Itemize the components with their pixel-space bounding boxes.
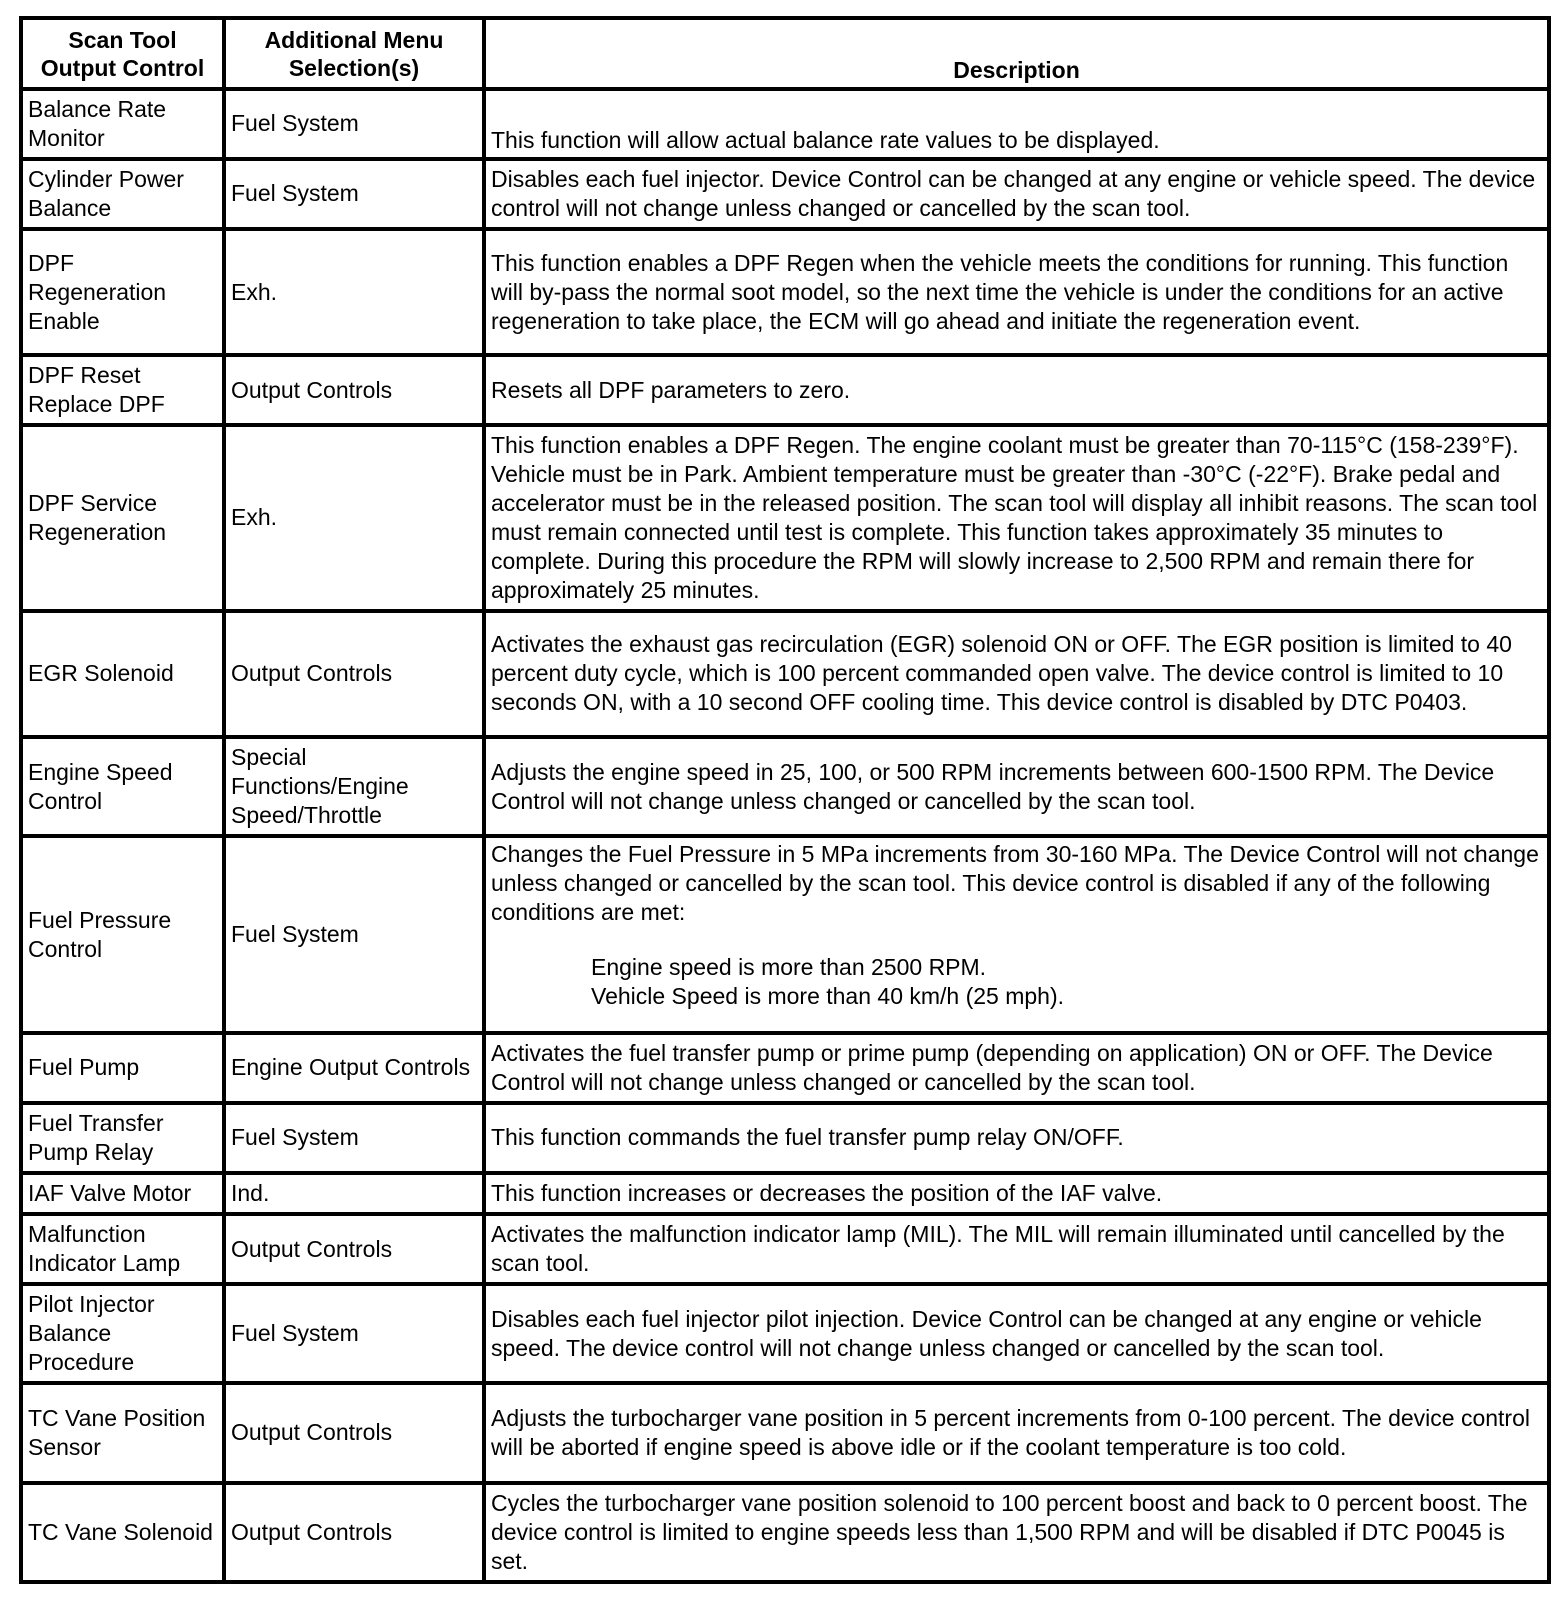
table-row xyxy=(21,159,1549,229)
menu-cell: Output Controls xyxy=(224,1214,484,1284)
menu-cell: Fuel System xyxy=(224,1103,484,1173)
menu-cell: Fuel System xyxy=(224,836,484,1033)
description-cell: This function enables a DPF Regen when the vehicle meets the conditions for running. This function will by-pass the normal soot model, so the next time the vehicle is under the conditions for an active regeneration to take place, the ECM will go ahead and initiate the regeneration event. xyxy=(484,229,1549,356)
header-additional-menu-selections: Additional Menu Selection(s) xyxy=(224,18,484,89)
control-cell: Fuel Pump xyxy=(21,1033,224,1103)
description-cell: This function increases or decreases the position of the IAF valve. xyxy=(484,1173,1549,1215)
description-cell: Disables each fuel injector pilot injection. Device Control can be changed at any engine or vehicle speed. The device control will not change unless changed or cancelled by the scan tool. xyxy=(484,1284,1549,1383)
control-cell: Fuel Transfer Pump Relay xyxy=(21,1103,224,1173)
control-cell: Pilot Injector Balance Procedure xyxy=(21,1284,224,1383)
menu-cell: Fuel System xyxy=(224,89,484,159)
control-cell: DPF Reset Replace DPF xyxy=(21,355,224,425)
menu-cell: Output Controls xyxy=(224,1383,484,1482)
description-cell: Cycles the turbocharger vane position solenoid to 100 percent boost and back to 0 percent boost. The device control is limited to engine speeds less than 1,500 RPM and will be disabled if DTC P0045 is set. xyxy=(484,1483,1549,1582)
description-text: Changes the Fuel Pressure in 5 MPa increments from 30-160 MPa. The Device Control will not change unless changed or cancelled by the scan tool. This device control is disabled if any of the following conditions are met: xyxy=(491,841,1539,926)
description-cell: Resets all DPF parameters to zero. xyxy=(484,355,1549,425)
menu-cell: Special Functions/Engine Speed/Throttle xyxy=(224,737,484,836)
table-row xyxy=(21,89,1549,159)
description-cell: This function will allow actual balance rate values to be displayed. xyxy=(484,89,1549,159)
table-row xyxy=(21,1214,1549,1284)
header-scan-tool-output-control: Scan Tool Output Control xyxy=(21,18,224,89)
menu-cell: Exh. xyxy=(224,425,484,610)
table-row xyxy=(21,611,1549,738)
table-row xyxy=(21,1483,1549,1582)
header-description: Description xyxy=(484,18,1549,89)
description-cell xyxy=(484,836,1549,1033)
control-cell: TC Vane Solenoid xyxy=(21,1483,224,1582)
description-cell: This function commands the fuel transfer pump relay ON/OFF. xyxy=(484,1103,1549,1173)
description-cell: Adjusts the turbocharger vane position in 5 percent increments from 0-100 percent. The device control will be aborted if engine speed is above idle or if the coolant temperature is too cold. xyxy=(484,1383,1549,1482)
table-header-row xyxy=(21,18,1549,89)
control-cell: EGR Solenoid xyxy=(21,611,224,738)
description-cell: Activates the exhaust gas recirculation (EGR) solenoid ON or OFF. The EGR position is limited to 40 percent duty cycle, which is 100 percent commanded open valve. The device control is limited to 10 seconds ON, with a 10 second OFF cooling time. This device control is disabled by DTC P0403. xyxy=(484,611,1549,738)
output-controls-table xyxy=(19,16,1551,1584)
table-row xyxy=(21,1173,1549,1215)
description-cell: Activates the malfunction indicator lamp (MIL). The MIL will remain illuminated until cancelled by the scan tool. xyxy=(484,1214,1549,1284)
control-cell: Malfunction Indicator Lamp xyxy=(21,1214,224,1284)
table-row xyxy=(21,737,1549,836)
conditions-list xyxy=(491,953,1542,1011)
table-row xyxy=(21,836,1549,1033)
condition-item: Vehicle Speed is more than 40 km/h (25 mph). xyxy=(591,983,1065,1010)
description-cell: Adjusts the engine speed in 25, 100, or 500 RPM increments between 600-1500 RPM. The Device Control will not change unless changed or cancelled by the scan tool. xyxy=(484,737,1549,836)
control-cell: Cylinder Power Balance xyxy=(21,159,224,229)
table-row xyxy=(21,1284,1549,1383)
menu-cell: Engine Output Controls xyxy=(224,1033,484,1103)
control-cell: DPF Service Regeneration xyxy=(21,425,224,610)
description-cell: Disables each fuel injector. Device Control can be changed at any engine or vehicle speed. The device control will not change unless changed or cancelled by the scan tool. xyxy=(484,159,1549,229)
menu-cell: Fuel System xyxy=(224,1284,484,1383)
control-cell: Fuel Pressure Control xyxy=(21,836,224,1033)
table-row xyxy=(21,425,1549,610)
table-row xyxy=(21,1103,1549,1173)
description-cell: Activates the fuel transfer pump or prime pump (depending on application) ON or OFF. The Device Control will not change unless changed or cancelled by the scan tool. xyxy=(484,1033,1549,1103)
description-cell: This function enables a DPF Regen. The engine coolant must be greater than 70-115°C (158-239°F). Vehicle must be in Park. Ambient temperature must be greater than -30°C (-22°F). Brake pedal and accelerator must be in the released position. The scan tool will display all inhibit reasons. The scan tool must remain connected until test is complete. This function takes approximately 35 minutes to complete. During this procedure the RPM will slowly increase to 2,500 RPM and remain there for approximately 25 minutes. xyxy=(484,425,1549,610)
menu-cell: Output Controls xyxy=(224,611,484,738)
menu-cell: Output Controls xyxy=(224,355,484,425)
table-row xyxy=(21,1033,1549,1103)
menu-cell: Fuel System xyxy=(224,159,484,229)
menu-cell: Output Controls xyxy=(224,1483,484,1582)
table-row xyxy=(21,1383,1549,1482)
control-cell: IAF Valve Motor xyxy=(21,1173,224,1215)
control-cell: Balance Rate Monitor xyxy=(21,89,224,159)
condition-item: Engine speed is more than 2500 RPM. xyxy=(591,954,987,981)
menu-cell: Ind. xyxy=(224,1173,484,1215)
table-row xyxy=(21,355,1549,425)
control-cell: Engine Speed Control xyxy=(21,737,224,836)
table-row xyxy=(21,229,1549,356)
control-cell: DPF Regeneration Enable xyxy=(21,229,224,356)
menu-cell: Exh. xyxy=(224,229,484,356)
control-cell: TC Vane Position Sensor xyxy=(21,1383,224,1482)
